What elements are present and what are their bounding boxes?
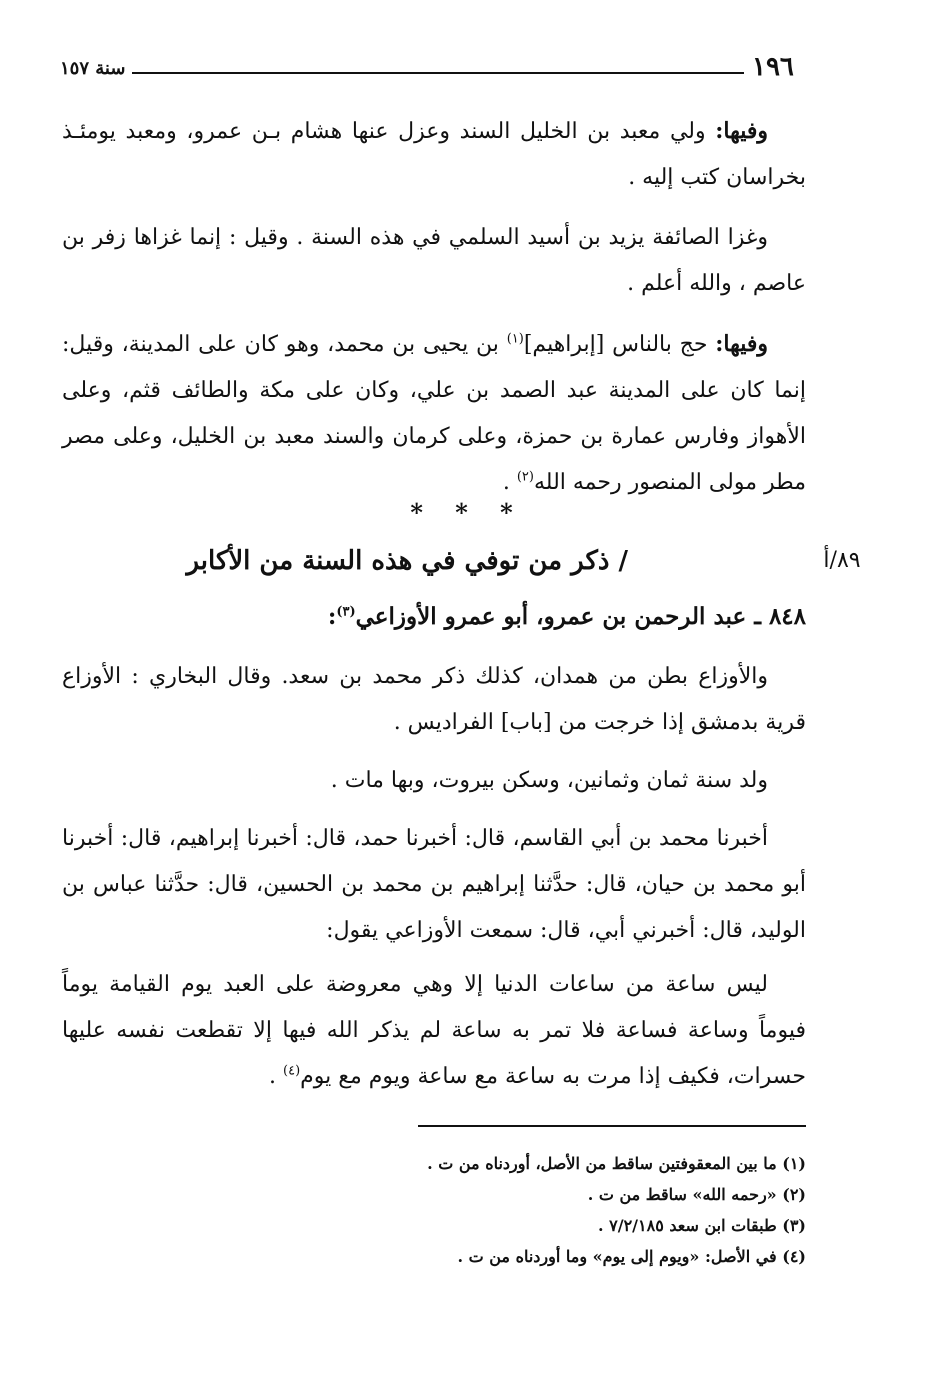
paragraph-governor xyxy=(62,108,806,201)
paragraph-campaign: وغزا الصائفة يزيد بن أسيد السلمي في هذه السنة . وقيل : إنما غزاها زفر بن عاصم ، والله أعلم . xyxy=(62,225,806,296)
lead-word: وفيها: xyxy=(715,331,769,357)
entry-heading: ٨٤٨ ـ عبد الرحمن بن عمرو، أبو عمرو الأوزاعي$^{(٣)}$: xyxy=(327,603,806,630)
paragraph-birth: ولد سنة ثمان وثمانين، وسكن بيروت، وبها مات . xyxy=(330,768,768,793)
footnote: (٣) طبقات ابن سعد ٧/٢/١٨٥ . xyxy=(597,1216,806,1235)
text-block-events xyxy=(62,108,806,506)
footnote-ref: (٤) xyxy=(283,1063,301,1079)
section-heading: / ذكر من توفي في هذه السنة من الأكابر xyxy=(186,546,628,576)
paragraph-text: ليس ساعة من ساعات الدنيا إلا وهي معروضة على العبد يوم القيامة يوماً فيوماً وساعة فساعة فلا تمر به ساعة لم يذكر الله فيها إلا تقطعت نفسه عليها حسرات، فكيف إذا مرت به ساعة مع ساعة ويوم مع يوم xyxy=(62,972,806,1089)
paragraph-pilgrimage: وفيها: حج بالناس [إبراهيم]$^{(١)}$ بن يحيى بن محمد، وهو كان على المدينة، وقيل: إنما كان على المدينة عبد الصمد بن علي، وكان على مكة والطائف قثم، وعلى الأهواز وفارس عمارة بن حمزة، وعلى كرمان والسند معبد بن الخليل، وعلى مصر مطر مولى المنصور رحمه الله$^{(٢)}$ . xyxy=(62,331,806,495)
paragraph-text: ولي معبد بن الخليل السند وعزل عنها هشام بـن عمرو، ومعبد يومئـذ بخراسان كتب إليه . xyxy=(62,119,806,190)
paragraph-text: بن يحيى بن محمد، وهو كان على المدينة، وقيل: إنما كان على المدينة عبد الصمد بن علي، وكان على مكة والطائف قثم، وعلى الأهواز وفارس عمارة بن حمزة، وعلى كرمان والسند معبد بن الخليل، وعلى مصر مطر مولى المنصور رحمه الله xyxy=(62,332,806,495)
footnotes xyxy=(300,1148,806,1272)
paragraph-saying: ليس ساعة من ساعات الدنيا إلا وهي معروضة على العبد يوم القيامة يوماً فيوماً وساعة فساعة فلا تمر به ساعة لم يذكر الله فيها إلا تقطعت نفسه عليها حسرات، فكيف إذا مرت به ساعة مع ساعة ويوم مع يوم$^{(٤)}$ . xyxy=(62,972,806,1089)
running-head: سنة ١٥٧ xyxy=(60,58,126,79)
footnote: (١) ما بين المعقوفتين ساقط من الأصل، أوردناه من ت . xyxy=(427,1154,806,1173)
footnote: (٤) في الأصل: «ويوم إلى يوم» وما أوردناه من ت . xyxy=(457,1247,806,1266)
section-separator: * * * xyxy=(410,498,525,527)
footnote-ref: (٢) xyxy=(516,469,534,485)
paragraph-isnad: أخبرنا محمد بن أبي القاسم، قال: أخبرنا حمد، قال: أخبرنا إبراهيم، قال: أخبرنا أبو محمد بن حيان، قال: حدَّثنا إبراهيم بن محمد بن الحسين، قال: حدَّثنا عباس بن الوليد، قال: أخبرني أبي، قال: سمعت الأوزاعي يقول: xyxy=(62,826,806,943)
entry-title: ٨٤٨ ـ عبد الرحمن بن عمرو، أبو عمرو الأوزاعي xyxy=(355,603,806,630)
footnote-ref: (١) xyxy=(506,331,524,347)
lead-word: وفيها: xyxy=(715,118,768,144)
manuscript-folio-ref: ٨٩/أ xyxy=(823,548,861,573)
text-block-biography xyxy=(62,654,806,1100)
paragraph-origin: والأوزاع بطن من همدان، كذلك ذكر محمد بن سعد. وقال البخاري : الأوزاع قرية بدمشق إذا خرجت من [باب] الفراديس . xyxy=(62,664,806,735)
paragraph-text: حج بالناس [إبراهيم] xyxy=(523,332,716,357)
footnote: (٢) «رحمه الله» ساقط من ت . xyxy=(587,1185,806,1204)
header-rule xyxy=(132,72,744,74)
footnote-ref: (٣) xyxy=(336,604,356,620)
page-number: ١٩٦ xyxy=(752,52,794,82)
footnote-rule xyxy=(418,1125,806,1127)
